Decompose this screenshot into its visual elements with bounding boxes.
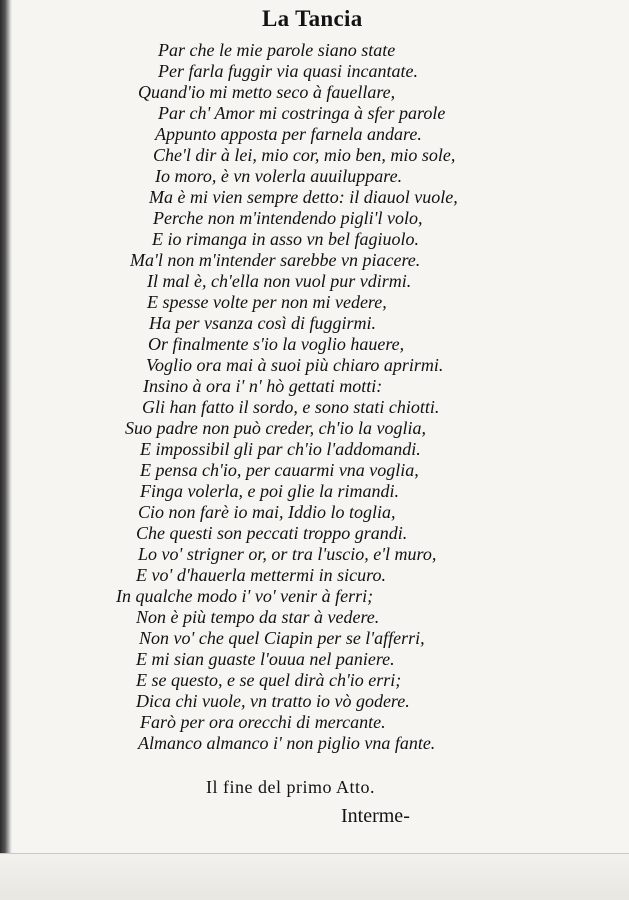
verse-line: Ha per vsanza così di fuggirmi. xyxy=(149,313,376,333)
verse-line: Voglio ora mai à suoi più chiaro aprirmi. xyxy=(146,355,444,375)
verse-line: Quand'io mi metto seco à fauellare, xyxy=(138,82,396,102)
verse-line: Ma è mi vien sempre detto: il diauol vuole, xyxy=(149,187,458,207)
verse-line: Gli han fatto il sordo, e sono stati chiotti. xyxy=(142,397,440,417)
verse-line: Non vo' che quel Ciapin per se l'afferri, xyxy=(139,628,425,648)
verse-line: Almanco almanco i' non piglio vna fante. xyxy=(138,733,436,753)
verse-line: Lo vo' strigner or, or tra l'uscio, e'l muro, xyxy=(138,544,437,564)
verse-line: Perche non m'intendendo pigli'l volo, xyxy=(153,208,423,228)
running-title: La Tancia xyxy=(262,6,363,31)
act-end-line: Il fine del primo Atto. xyxy=(206,777,375,797)
verse-line: Suo padre non può creder, ch'io la voglia, xyxy=(125,418,426,438)
verse-line: E mi sian guaste l'ouua nel paniere. xyxy=(136,649,395,669)
verse-line: Dica chi vuole, vn tratto io vò godere. xyxy=(136,691,410,711)
verse-line: Il mal è, ch'ella non vuol pur vdirmi. xyxy=(147,271,412,291)
verse-line: Ma'l non m'intender sarebbe vn piacere. xyxy=(130,250,421,270)
verse-line: Insino à ora i' n' hò gettati motti: xyxy=(143,376,383,396)
verse-line: Appunto apposta per farnela andare. xyxy=(155,124,422,144)
verse-line: E se questo, e se quel dirà ch'io erri; xyxy=(136,670,402,690)
page-gutter-shadow xyxy=(0,0,12,900)
verse-line: Finga volerla, e poi glie la rimandi. xyxy=(140,481,399,501)
verse-line: Per farla fuggir via quasi incantate. xyxy=(158,61,418,81)
verse-line: Cio non farè io mai, Iddio lo toglia, xyxy=(138,502,396,522)
verse-line: Par ch' Amor mi costringa à sfer parole xyxy=(158,103,446,123)
verse-line: Farò per ora orecchi di mercante. xyxy=(140,712,386,732)
catchword: Interme- xyxy=(341,805,410,827)
verse-line: In qualche modo i' vo' venir à ferri; xyxy=(116,586,374,606)
verse-line: Non è più tempo da star à vedere. xyxy=(136,607,380,627)
verse-line: E impossibil gli par ch'io l'addomandi. xyxy=(140,439,421,459)
verse-line: Io moro, è vn volerla auuiluppare. xyxy=(155,166,403,186)
verse-line: E pensa ch'io, per cauarmi vna voglia, xyxy=(140,460,419,480)
verse-line: E io rimanga in asso vn bel fagiuolo. xyxy=(152,229,419,249)
verse-line: Che'l dir à lei, mio cor, mio ben, mio sole, xyxy=(153,145,456,165)
verse-line: Or finalmente s'io la voglio hauere, xyxy=(148,334,405,354)
page-bottom-edge xyxy=(0,853,629,900)
verse-line: E vo' d'hauerla mettermi in sicuro. xyxy=(136,565,386,585)
verse-line: Che questi son peccati troppo grandi. xyxy=(136,523,408,543)
verse-line: Par che le mie parole siano state xyxy=(158,40,396,60)
verse-line: E spesse volte per non mi vedere, xyxy=(147,292,387,312)
